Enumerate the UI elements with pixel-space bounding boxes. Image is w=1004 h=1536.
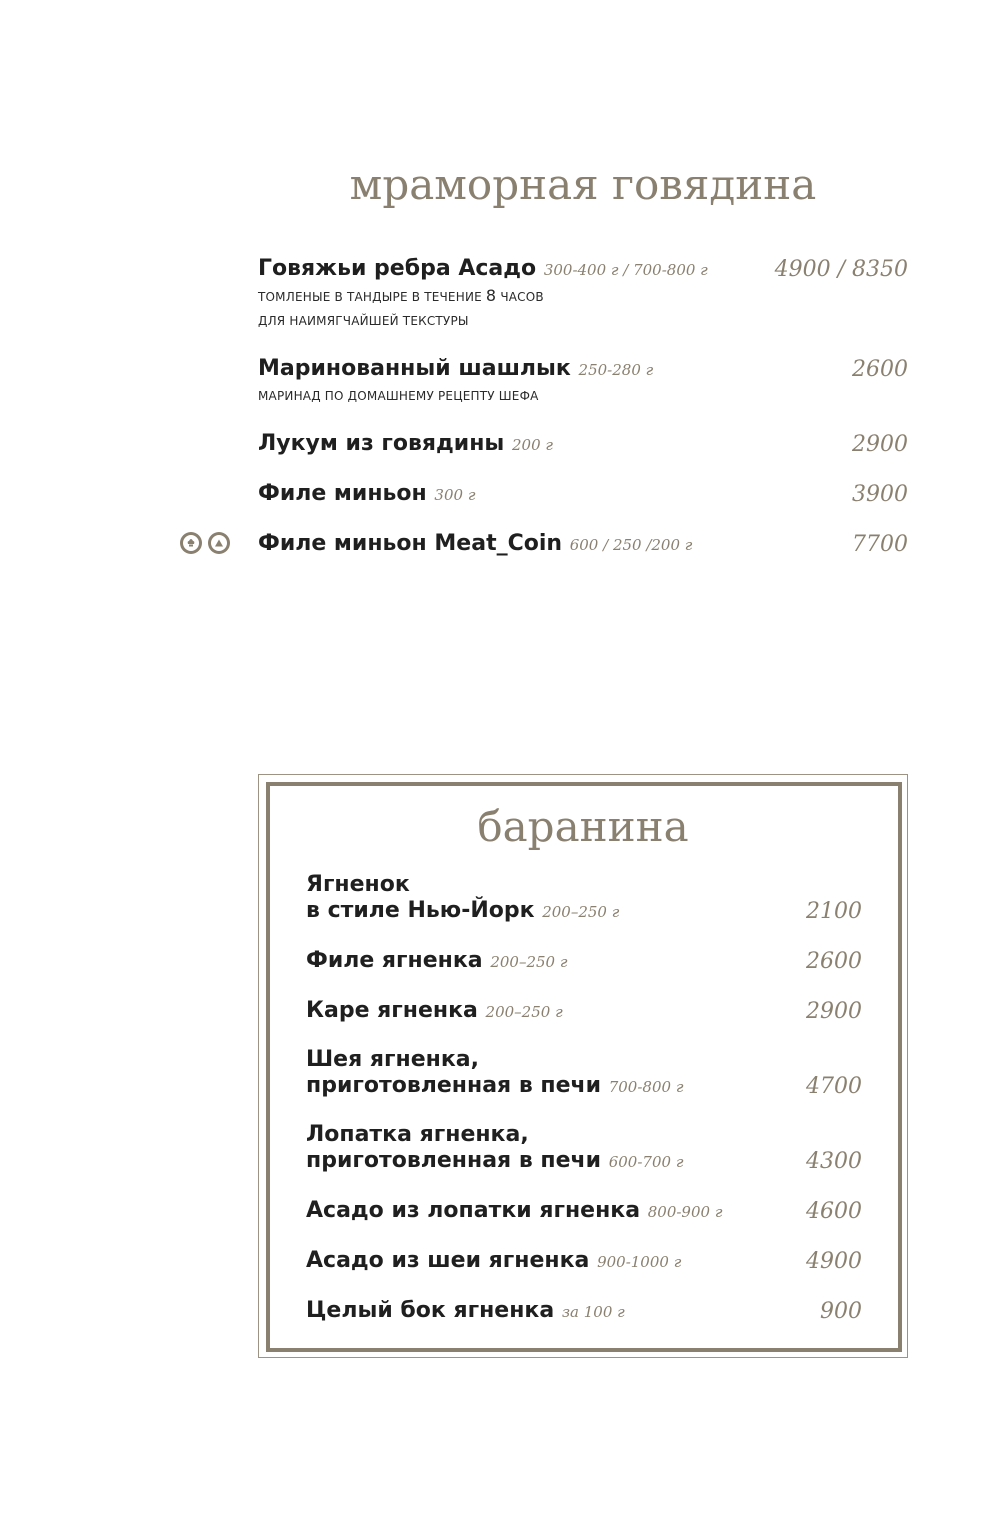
item-weight: 200–250 г [485, 1003, 563, 1021]
triangle-icon [208, 532, 230, 554]
item-weight: 200 г [512, 436, 553, 454]
menu-item-lamb-shoulder-asado [306, 1198, 862, 1225]
item-price: 2900 [852, 432, 908, 457]
item-name: Целый бок ягненка [306, 1298, 555, 1323]
menu-item-lamb-fillet [306, 948, 862, 975]
menu-item-asado-ribs [258, 256, 908, 334]
chef-hat-icon [180, 532, 202, 554]
item-weight: 250-280 г [578, 361, 654, 379]
item-name: Филе ягненка [306, 948, 483, 973]
item-weight: 800-900 г [647, 1203, 723, 1221]
menu-item-shashlik [258, 356, 908, 409]
item-weight: за 100 г [561, 1303, 625, 1321]
item-weight: 600 / 250 /200 г [569, 536, 693, 554]
item-description-2: ДЛЯ НАИМЯГЧАЙШЕЙ ТЕКСТУРЫ [258, 314, 469, 328]
item-price: 4300 [806, 1149, 862, 1174]
item-price: 2600 [806, 949, 862, 974]
menu-item-filet-mignon-meatcoin [258, 531, 908, 558]
item-weight: 700-800 г [608, 1078, 684, 1096]
item-description: ТОМЛЕНЫЕ В ТАНДЫРЕ В ТЕЧЕНИЕ 8 ЧАСОВ [258, 286, 544, 305]
item-name: Асадо из шеи ягненка [306, 1248, 590, 1273]
item-price: 3900 [852, 482, 908, 507]
item-name-line2: в стиле Нью-Йорк [306, 898, 535, 923]
item-weight: 300-400 г / 700-800 г [543, 261, 708, 279]
item-price: 2900 [806, 999, 862, 1024]
item-name-line2: приготовленная в печи [306, 1148, 602, 1173]
item-weight: 200–250 г [490, 953, 568, 971]
item-name: Шея ягненка, [306, 1047, 479, 1072]
section-title-lamb: баранина [477, 802, 689, 851]
item-price: 900 [820, 1299, 862, 1324]
item-price: 4900 / 8350 [774, 257, 908, 282]
menu-item-lamb-rack [306, 998, 862, 1025]
menu-item-lamb-ny [306, 872, 862, 925]
menu-item-lamb-neck-asado [306, 1248, 862, 1275]
item-price: 4600 [806, 1199, 862, 1224]
menu-item-lamb-neck [306, 1047, 862, 1100]
item-name: Лопатка ягненка, [306, 1122, 529, 1147]
item-icons [180, 532, 230, 554]
item-name: Каре ягненка [306, 998, 478, 1023]
item-price: 2600 [852, 357, 908, 382]
item-name: Лукум из говядины [258, 431, 505, 456]
item-weight: 900-1000 г [597, 1253, 682, 1271]
item-name: Филе миньон Meat_Coin [258, 531, 563, 556]
menu-item-lamb-shoulder [306, 1122, 862, 1175]
item-name-line2: приготовленная в печи [306, 1073, 602, 1098]
item-price: 4700 [806, 1074, 862, 1099]
item-weight: 200–250 г [542, 903, 620, 921]
menu-item-beef-lukum [258, 431, 908, 458]
item-price: 4900 [806, 1249, 862, 1274]
item-weight: 300 г [434, 486, 476, 504]
item-name: Маринованный шашлык [258, 356, 571, 381]
section-title-beef: мраморная говядина [349, 160, 817, 209]
item-name: Ягненок [306, 872, 410, 897]
menu-item-lamb-side [306, 1298, 862, 1325]
item-weight: 600-700 г [608, 1153, 684, 1171]
item-price: 2100 [806, 899, 862, 924]
menu-item-filet-mignon [258, 481, 908, 508]
item-price: 7700 [852, 532, 908, 557]
item-name: Филе миньон [258, 481, 427, 506]
item-description: МАРИНАД ПО ДОМАШНЕМУ РЕЦЕПТУ ШЕФА [258, 389, 539, 403]
item-name: Асадо из лопатки ягненка [306, 1198, 641, 1223]
item-name: Говяжьи ребра Асадо [258, 256, 537, 281]
